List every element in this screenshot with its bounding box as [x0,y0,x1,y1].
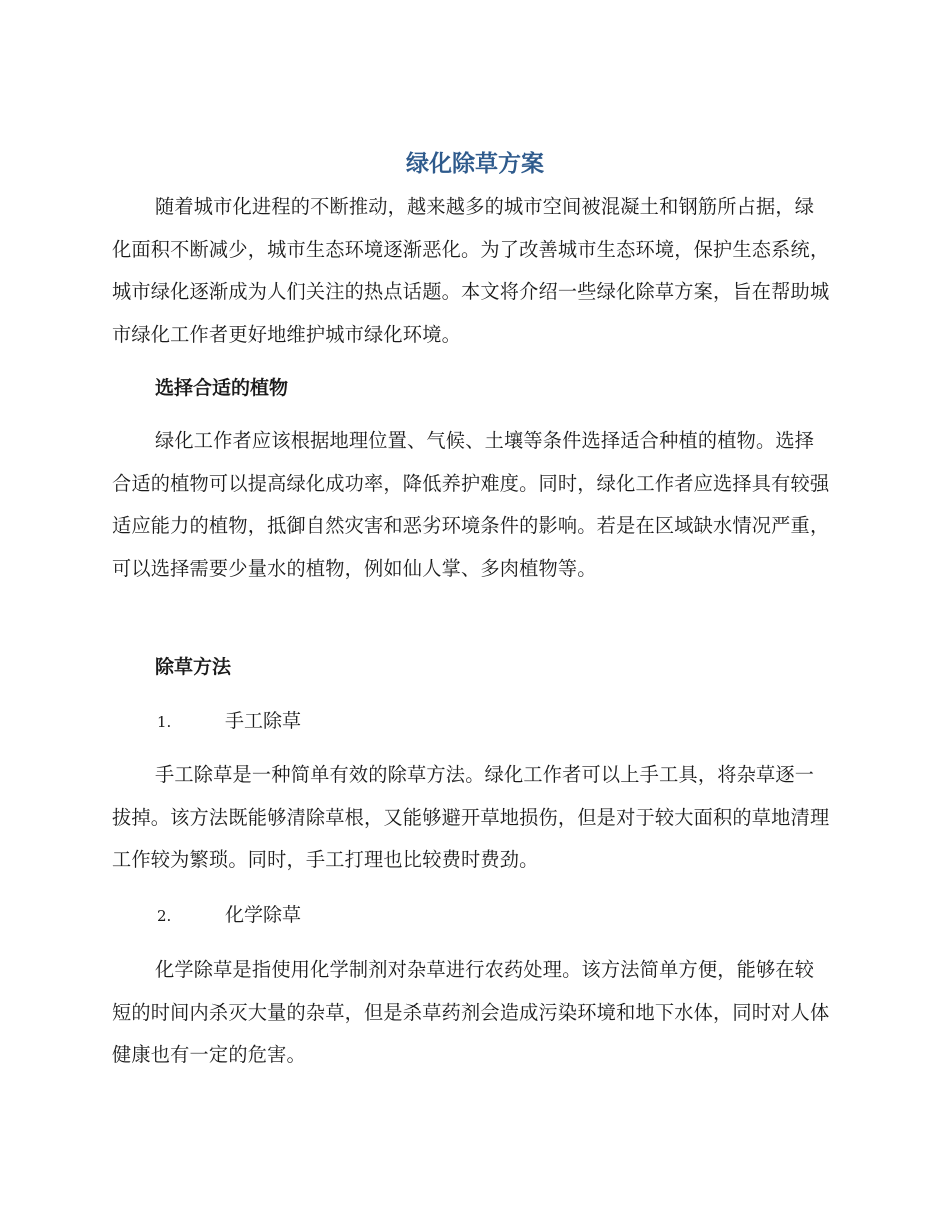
plants-paragraph: 绿化工作者应该根据地理位置、气候、土壤等条件选择适合种植的植物。选择合适的植物可以提高绿化成功率，降低养护难度。同时，绿化工作者应选择具有较强适应能力的植物，抵御自然灾害和恶劣环境条件的影响。若是在区域缺水情况严重，可以选择需要少量水的植物，例如仙人掌、多肉植物等。 [112,429,830,580]
chemical-weeding-paragraph: 化学除草是指使用化学制剂对杂草进行农药处理。该方法简单方便，能够在较短的时间内杀灭大量的杂草，但是杀草药剂会造成污染环境和地下水体，同时对人体健康也有一定的危害。 [112,958,830,1066]
intro-paragraph: 随着城市化进程的不断推动，越来越多的城市空间被混凝土和钢筋所占据，绿化面积不断减少，城市生态环境逐渐恶化。为了改善城市生态环境，保护生态系统，城市绿化逐渐成为人们关注的热点话题。本文将介绍一些绿化除草方案，旨在帮助城市绿化工作者更好地维护城市绿化环境。 [112,195,830,346]
document-title: 绿化除草方案 [406,151,544,177]
list-item-manual-weeding [157,706,301,737]
list-item-title: 手工除草 [225,710,302,732]
section-heading-weeding-methods: 除草方法 [155,656,232,678]
list-number: 1. [157,713,172,731]
list-number: 2. [157,907,172,925]
manual-weeding-paragraph: 手工除草是一种简单有效的除草方法。绿化工作者可以上手工具，将杂草逐一拔掉。该方法既能够清除草根，又能够避开草地损伤，但是对于较大面积的草地清理工作较为繁琐。同时，手工打理也比较费时费劲。 [112,763,830,871]
list-item-chemical-weeding [157,900,301,931]
section-heading-plants: 选择合适的植物 [155,377,289,399]
list-item-title: 化学除草 [225,904,302,926]
